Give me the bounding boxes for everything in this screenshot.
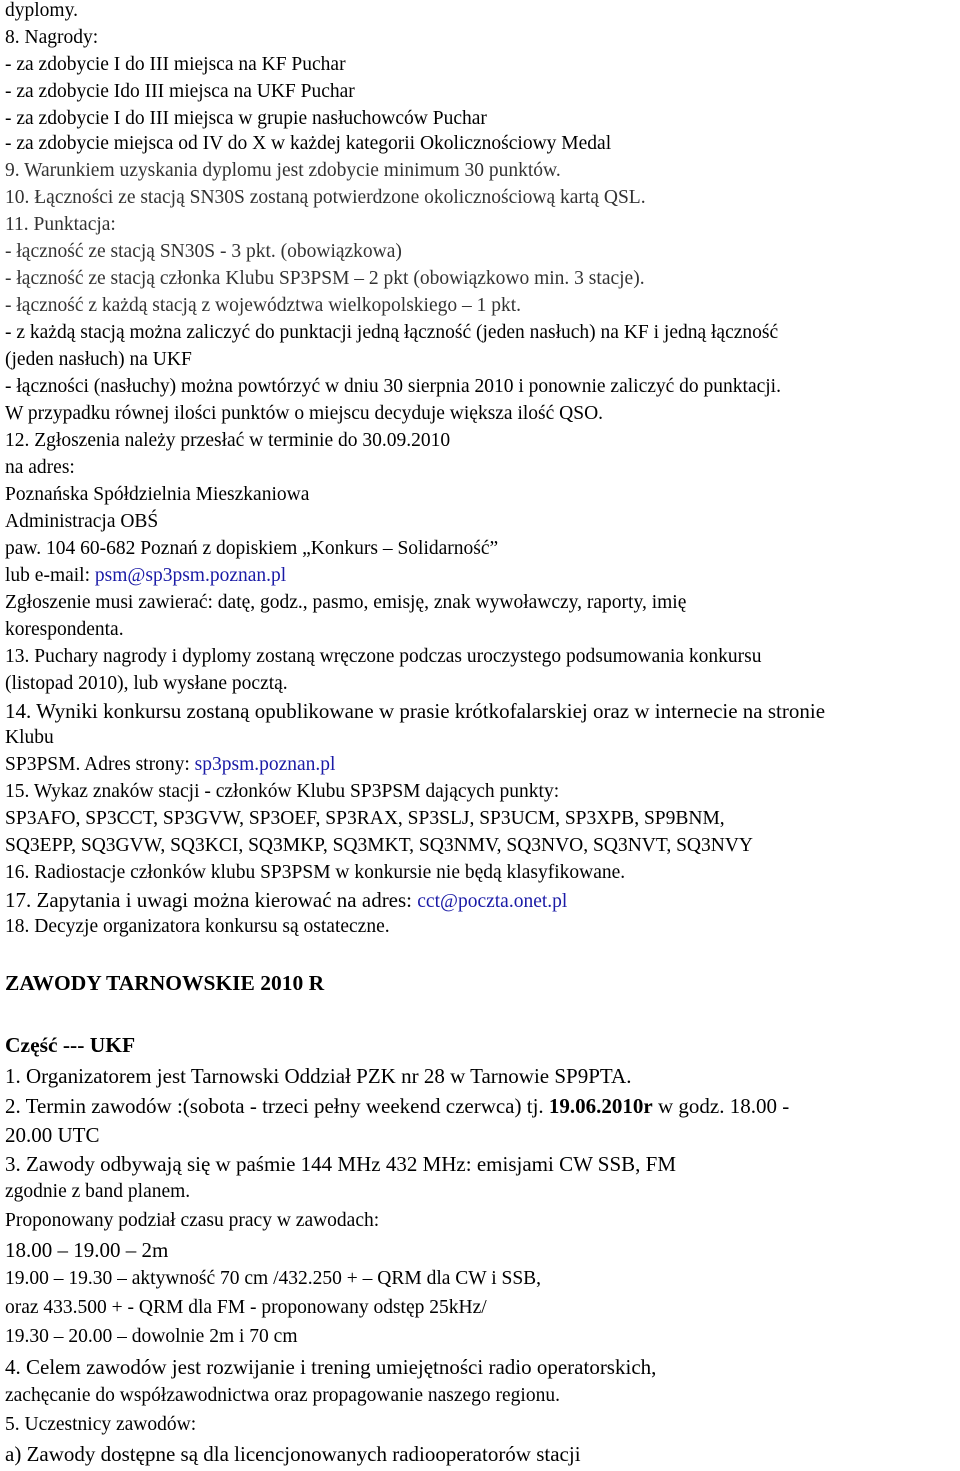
text-line: Zgłoszenie musi zawierać: datę, godz., pasmo, emisję, znak wywoławczy, raporty, imię xyxy=(5,592,687,613)
callsign-list-line: SP3AFO, SP3CCT, SP3GVW, SP3OEF, SP3RAX, SP3SLJ, SP3UCM, SP3XPB, SP9BNM, xyxy=(5,808,725,829)
time-slot: 19.00 – 19.30 – aktywność 70 cm /432.250 + – QRM dla CW i SSB, xyxy=(5,1268,542,1289)
text-line: a) Zawody dostępne są dla licencjonowanych radiooperatorów stacji xyxy=(5,1442,581,1466)
text-line: - łączność ze stacją SN30S - 3 pkt. (obowiązkowa) xyxy=(5,241,402,262)
text-line: W przypadku równej ilości punktów o miejscu decyduje większa ilość QSO. xyxy=(5,403,604,424)
callsign-list-line: SQ3EPP, SQ3GVW, SQ3KCI, SQ3MKP, SQ3MKT, SQ3NMV, SQ3NVO, SQ3NVT, SQ3NVY xyxy=(5,835,753,856)
text-line: zgodnie z band planem. xyxy=(5,1181,191,1202)
text-line: 3. Zawody odbywają się w paśmie 144 MHz 432 MHz: emisjami CW SSB, FM xyxy=(5,1152,676,1176)
text-line: Klubu xyxy=(5,727,54,748)
email-label: lub e-mail: xyxy=(5,565,95,586)
section-8-heading: 8. Nagrody: xyxy=(5,27,99,48)
text-line: - za zdobycie I do III miejsca na KF Puchar xyxy=(5,54,346,75)
text-line: paw. 104 60-682 Poznań z dopiskiem „Konkurs – Solidarność” xyxy=(5,538,499,559)
text-line: - z każdą stacją można zaliczyć do punktacji jedną łączność (jeden nasłuch) na KF i jedną łączność xyxy=(5,322,779,343)
text-line: (jeden nasłuch) na UKF xyxy=(5,349,192,370)
text-line: oraz 433.500 + - QRM dla FM - proponowany odstęp 25kHz/ xyxy=(5,1297,487,1318)
text-line: - łączność z każdą stacją z województwa wielkopolskiego – 1 pkt. xyxy=(5,295,522,316)
text-line: zachęcanie do współzawodnictwa oraz propagowanie naszego regionu. xyxy=(5,1385,560,1406)
schedule-line xyxy=(5,1094,789,1118)
text-line: 9. Warunkiem uzyskania dyplomu jest zdobycie minimum 30 punktów. xyxy=(5,160,561,181)
text-line: Proponowany podział czasu pracy w zawodach: xyxy=(5,1210,380,1231)
text-line: 4. Celem zawodów jest rozwijanie i trening umiejętności radio operatorskich, xyxy=(5,1355,657,1379)
section-15-heading: 15. Wykaz znaków stacji - członków Klubu SP3PSM dających punkty: xyxy=(5,781,560,802)
text-line: Administracja OBŚ xyxy=(5,511,159,532)
text-line: 5. Uczestnicy zawodów: xyxy=(5,1414,197,1435)
text-line: (listopad 2010), lub wysłane pocztą. xyxy=(5,673,288,694)
schedule-text: 2. Termin zawodów :(sobota - trzeci pełny weekend czerwca) tj. xyxy=(5,1094,549,1118)
section-13-heading: 13. Puchary nagrody i dyplomy zostaną wręczone podczas uroczystego podsumowania konkursu xyxy=(5,646,762,667)
section-12-heading: 12. Zgłoszenia należy przesłać w terminie do 30.09.2010 xyxy=(5,430,451,451)
contact-label: 17. Zapytania i uwagi można kierować na adres: xyxy=(5,888,418,912)
section-14-heading: 14. Wyniki konkursu zostaną opublikowane w prasie krótkofalarskiej oraz w internecie na stronie xyxy=(5,699,826,723)
contact-email-link[interactable]: cct@poczta.onet.pl xyxy=(417,891,568,912)
text-line: na adres: xyxy=(5,457,75,478)
schedule-time: w godz. 18.00 - xyxy=(652,1094,790,1118)
website-link[interactable]: sp3psm.poznan.pl xyxy=(194,754,336,775)
text-line: 1. Organizatorem jest Tarnowski Oddział PZK nr 28 w Tarnowie SP9PTA. xyxy=(5,1064,632,1088)
section-18-heading: 18. Decyzje organizatora konkursu są ostateczne. xyxy=(5,916,390,937)
email-line xyxy=(5,565,286,587)
text-line: dyplomy. xyxy=(5,0,78,21)
text-line: korespondenta. xyxy=(5,619,124,640)
time-slot: 18.00 – 19.00 – 2m xyxy=(5,1238,169,1262)
website-line xyxy=(5,754,335,776)
section-11-heading: 11. Punktacja: xyxy=(5,214,116,235)
website-label: SP3PSM. Adres strony: xyxy=(5,754,195,775)
text-line: Poznańska Spółdzielnia Mieszkaniowa xyxy=(5,484,310,505)
contest-title: ZAWODY TARNOWSKIE 2010 R xyxy=(5,971,325,995)
text-line: - za zdobycie I do III miejsca w grupie nasłuchowców Puchar xyxy=(5,108,487,129)
time-slot: 19.30 – 20.00 – dowolnie 2m i 70 cm xyxy=(5,1326,298,1347)
contact-line xyxy=(5,888,567,914)
part-ukf-heading: Część --- UKF xyxy=(5,1033,136,1057)
text-line: - łączności (nasłuchy) można powtórzyć w dniu 30 sierpnia 2010 i ponownie zaliczyć do punktacji. xyxy=(5,376,781,397)
email-link[interactable]: psm@sp3psm.poznan.pl xyxy=(94,565,287,586)
text-line: - łączność ze stacją członka Klubu SP3PSM – 2 pkt (obowiązkowo min. 3 stacje). xyxy=(5,268,645,289)
text-line: 20.00 UTC xyxy=(5,1123,100,1147)
contest-date: 19.06.2010r xyxy=(548,1094,653,1118)
text-line: - za zdobycie Ido III miejsca na UKF Puchar xyxy=(5,81,355,102)
section-16-heading: 16. Radiostacje członków klubu SP3PSM w konkursie nie będą klasyfikowane. xyxy=(5,862,626,883)
text-line: - za zdobycie miejsca od IV do X w każdej kategorii Okolicznościowy Medal xyxy=(5,133,612,154)
text-line: 10. Łączności ze stacją SN30S zostaną potwierdzone okolicznościową kartą QSL. xyxy=(5,187,646,208)
